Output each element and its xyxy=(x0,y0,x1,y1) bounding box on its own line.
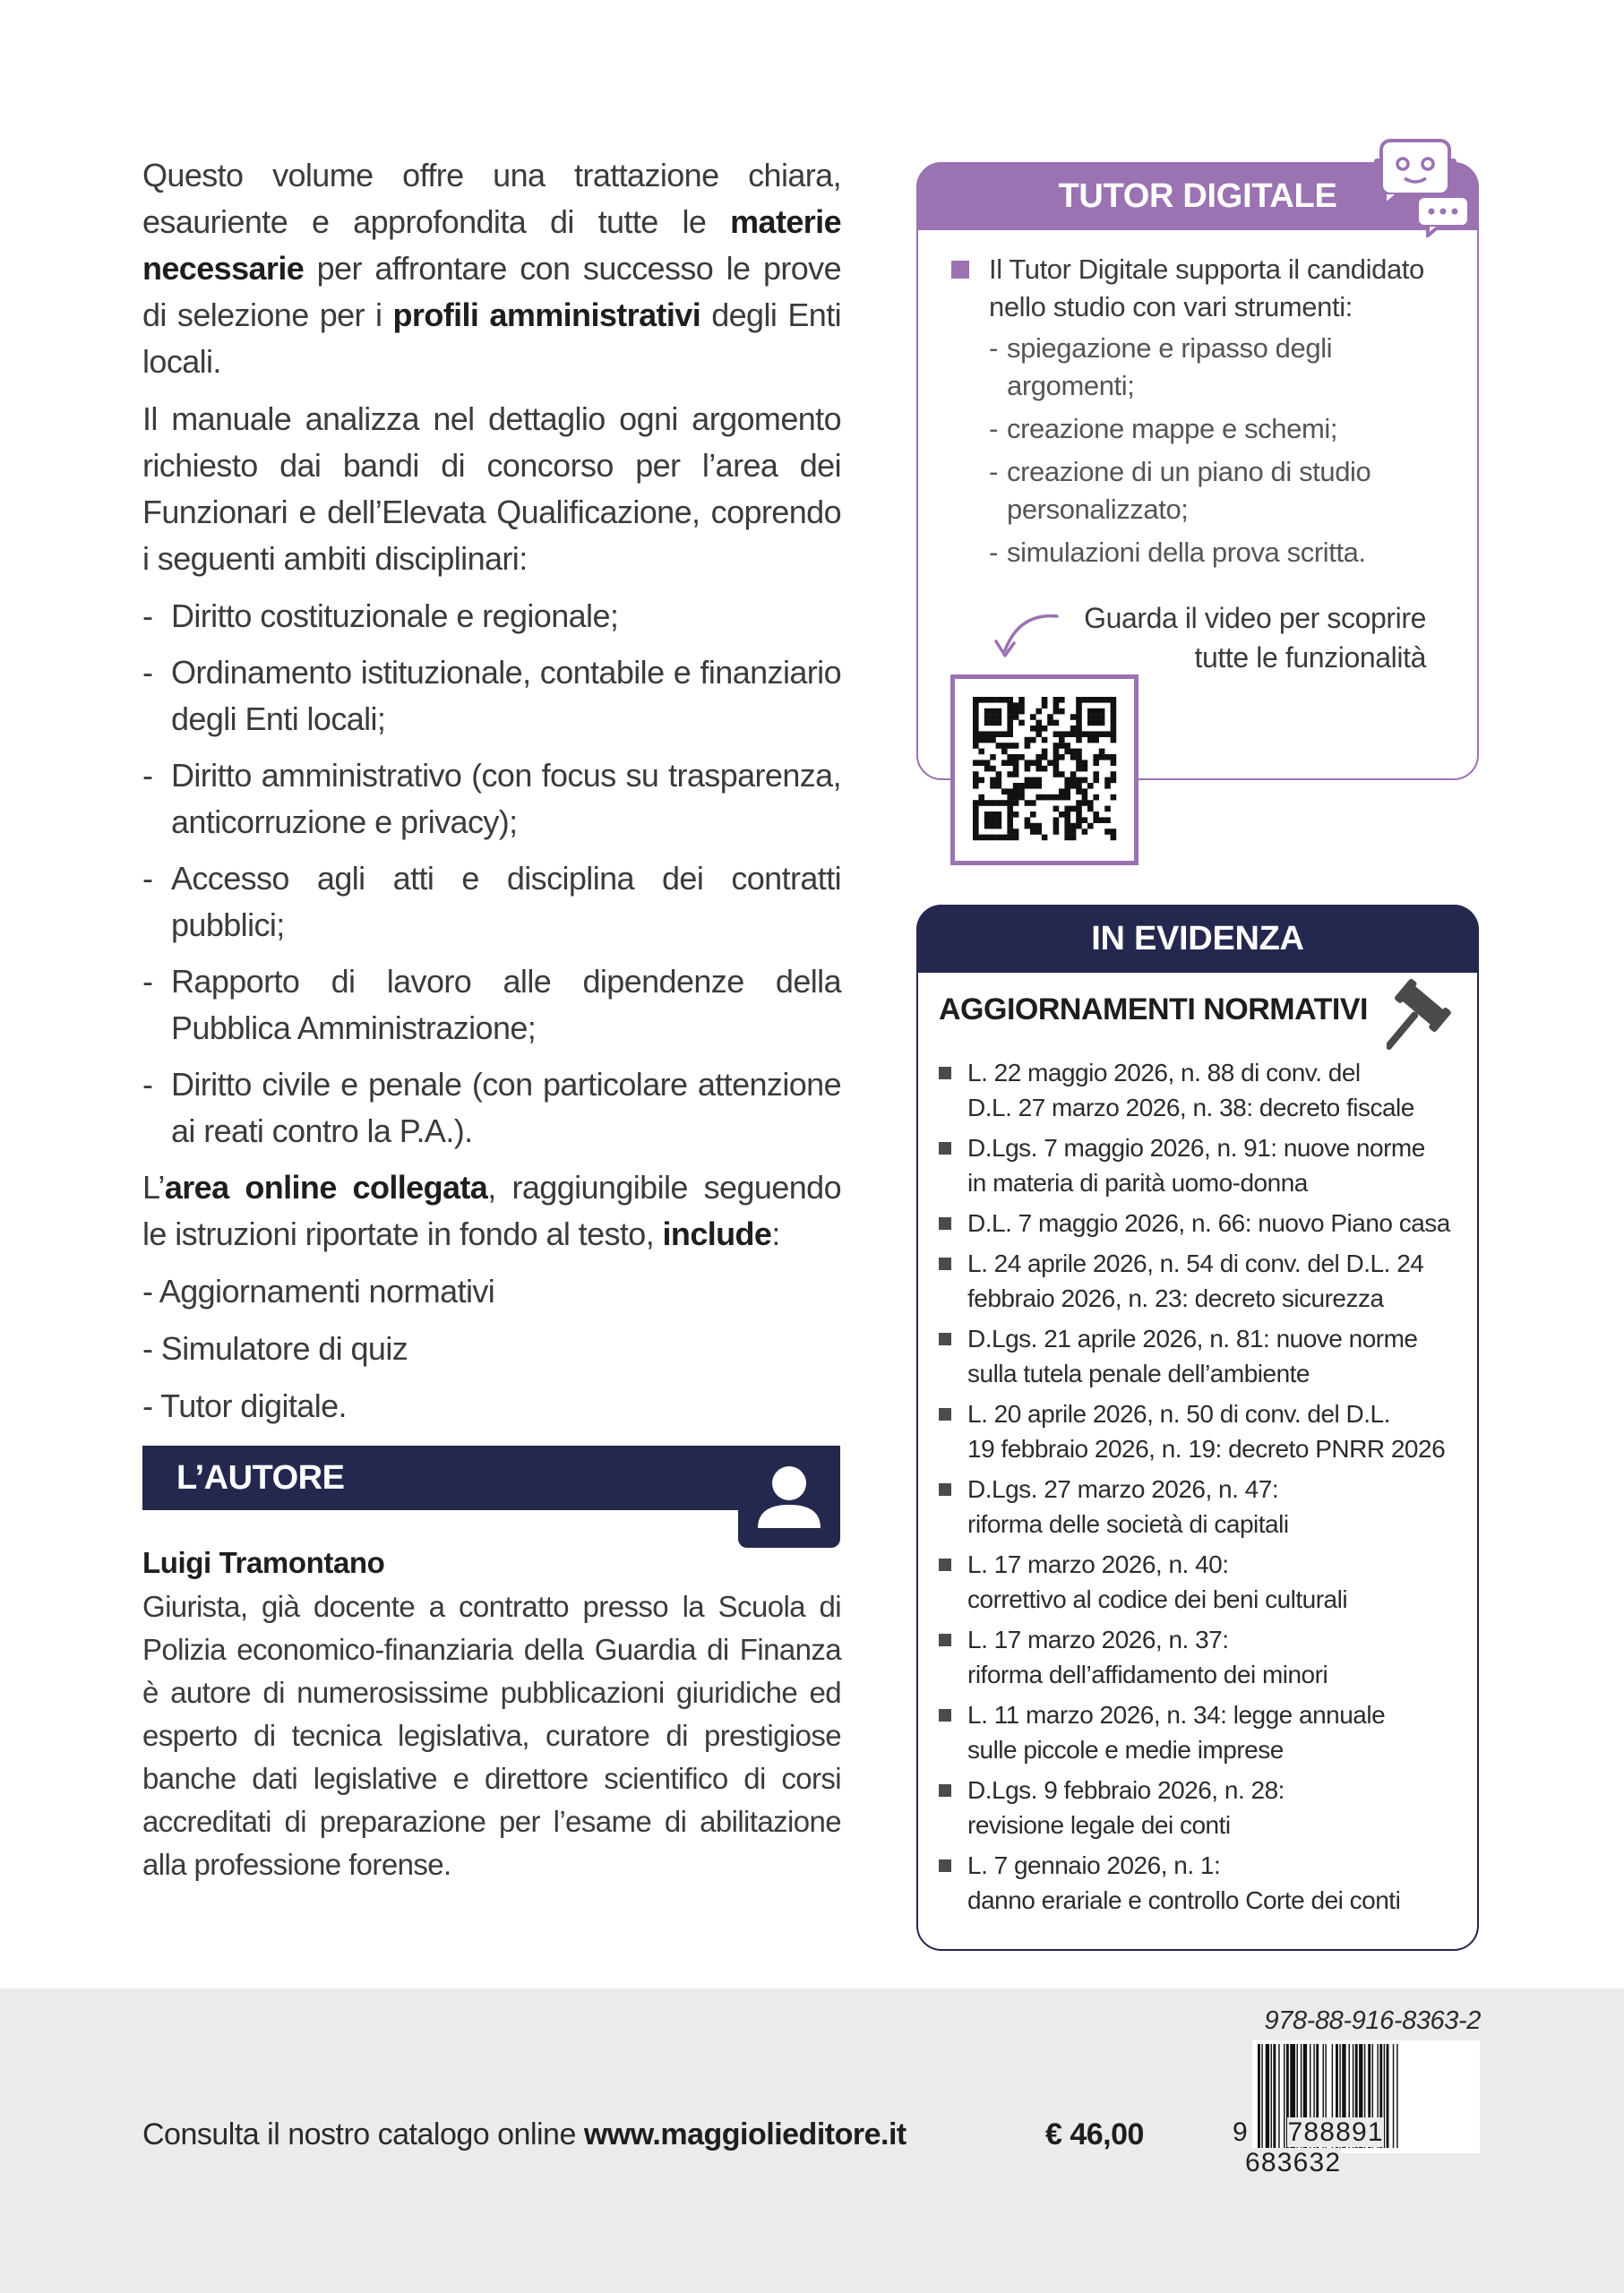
curved-arrow-icon xyxy=(992,609,1064,672)
normative-update-item xyxy=(939,1472,1467,1542)
normative-update-item xyxy=(939,1130,1467,1200)
normative-update-line-2: sulle piccole e medie imprese xyxy=(967,1736,1284,1764)
tutor-video-caption xyxy=(1030,598,1426,677)
qr-code[interactable] xyxy=(950,674,1139,865)
description-column xyxy=(142,152,841,1440)
normative-update-item xyxy=(939,1321,1467,1391)
normative-update-line-2: sulla tutela penale dell’ambiente xyxy=(967,1360,1310,1387)
author-bio: Giurista, già docente a contratto presso la Scuola di Polizia economico-finanziaria della Guardia di Finanza è autore di numerosissime pubblicazioni giuridiche ed esperto di tecnica legislativa, curatore di prestigiose banche dati legislative e direttore scientifico di corsi accreditati di preparazione per l’esame di abilitazione alla professione forense. xyxy=(142,1590,841,1881)
tutor-tool-item: - creazione di un piano di studio personalizzato; xyxy=(989,453,1453,528)
normative-updates-list xyxy=(939,1055,1467,1923)
normative-update-item xyxy=(939,1697,1467,1767)
evidenza-subtitle: AGGIORNAMENTI NORMATIVI xyxy=(939,992,1368,1026)
isbn-code: 978-88-916-8363-2 xyxy=(1264,2006,1481,2035)
normative-update-item xyxy=(939,1773,1467,1842)
subject-item: - Diritto civile e penale (con particolare attenzione ai reati contro la P.A.). xyxy=(142,1061,841,1155)
normative-update-line-2: D.L. 27 marzo 2026, n. 38: decreto fiscale xyxy=(967,1094,1414,1121)
online-feature-item: - Simulatore di quiz xyxy=(142,1330,408,1367)
barcode-digits-2: 788891 xyxy=(1287,2117,1384,2147)
normative-update-item xyxy=(939,1396,1467,1466)
subject-item: - Ordinamento istituzionale, contabile e finanziario degli Enti locali; xyxy=(142,649,841,743)
normative-update-item xyxy=(939,1246,1467,1316)
normative-update-line-1: D.Lgs. 7 maggio 2026, n. 91: nuove norme xyxy=(967,1134,1425,1162)
author-section-title: L’AUTORE xyxy=(176,1459,345,1497)
tutor-intro: Il Tutor Digitale supporta il candidato nello studio con vari strumenti: xyxy=(951,251,1453,326)
normative-update-line-2: correttivo al codice dei beni culturali xyxy=(967,1585,1348,1613)
tutor-title: TUTOR DIGITALE xyxy=(1058,177,1337,215)
barcode-digits xyxy=(1233,2117,1483,2178)
online-feature-item: - Aggiornamenti normativi xyxy=(142,1273,495,1310)
normative-update-line-1: L. 17 marzo 2026, n. 37: xyxy=(967,1626,1229,1653)
normative-update-line-1: D.Lgs. 27 marzo 2026, n. 47: xyxy=(967,1475,1279,1503)
tutor-tool-item: - creazione mappe e schemi; xyxy=(989,410,1453,448)
normative-update-item xyxy=(939,1622,1467,1692)
user-icon xyxy=(738,1446,840,1548)
normative-update-line-1: D.Lgs. 21 aprile 2026, n. 81: nuove norme xyxy=(967,1325,1418,1353)
intro-paragraph-2: Il manuale analizza nel dettaglio ogni argomento richiesto dai bandi di concorso per l’area dei Funzionari e dell’Elevata Qualificazione, coprendo i seguenti ambiti disciplinari: xyxy=(142,400,841,577)
subject-item: - Diritto amministrativo (con focus su trasparenza, anticorruzione e privacy); xyxy=(142,752,841,846)
normative-update-line-1: D.Lgs. 9 febbraio 2026, n. 28: xyxy=(967,1776,1285,1804)
tutor-tool-item: - spiegazione e ripasso degli argomenti; xyxy=(989,330,1453,405)
normative-update-line-1: L. 7 gennaio 2026, n. 1: xyxy=(967,1851,1221,1879)
normative-update-line-2: riforma dell’affidamento dei minori xyxy=(967,1661,1328,1688)
evidenza-title: IN EVIDENZA xyxy=(1091,920,1304,958)
normative-update-item xyxy=(939,1848,1467,1918)
normative-update-item xyxy=(939,1547,1467,1617)
barcode-digits-3: 683632 xyxy=(1245,2148,1342,2177)
normative-update-line-1: L. 20 aprile 2026, n. 50 di conv. del D.L. xyxy=(967,1400,1390,1428)
author-header-bar xyxy=(142,1446,838,1510)
normative-update-line-1: L. 11 marzo 2026, n. 34: legge annuale xyxy=(967,1701,1386,1729)
tutor-video-line-2: tutte le funzionalità xyxy=(1194,641,1426,674)
normative-update-line-2: revisione legale dei conti xyxy=(967,1811,1231,1839)
online-area-paragraph: L’area online collegata, raggiungibile seguendo le istruzioni riportate in fondo al testo, include: xyxy=(142,1169,841,1252)
robot-chat-icon xyxy=(1358,139,1473,237)
tutor-body xyxy=(951,251,1453,577)
catalog-line: Consulta il nostro catalogo online www.maggiolieditore.it xyxy=(142,2117,907,2151)
normative-update-line-1: L. 22 maggio 2026, n. 88 di conv. del xyxy=(967,1059,1361,1086)
normative-update-line-1: L. 24 aprile 2026, n. 54 di conv. del D.L. 24 xyxy=(967,1250,1424,1277)
normative-update-line-1: D.L. 7 maggio 2026, n. 66: nuovo Piano casa xyxy=(967,1209,1450,1237)
normative-update-line-2: riforma delle società di capitali xyxy=(967,1510,1289,1538)
catalog-link[interactable]: www.maggiolieditore.it xyxy=(583,2117,907,2151)
normative-update-item xyxy=(939,1206,1467,1241)
online-features-list xyxy=(142,1268,841,1430)
tutor-tool-item: - simulazioni della prova scritta. xyxy=(989,534,1453,571)
tutor-tools-list xyxy=(951,330,1453,571)
subject-item: - Accesso agli atti e disciplina dei contratti pubblici; xyxy=(142,855,841,949)
online-feature-item: - Tutor digitale. xyxy=(142,1387,347,1424)
gavel-icon xyxy=(1387,978,1467,1053)
subjects-list xyxy=(142,593,841,1155)
normative-update-line-1: L. 17 marzo 2026, n. 40: xyxy=(967,1550,1229,1578)
author-name: Luigi Tramontano xyxy=(142,1546,385,1579)
normative-update-line-2: in materia di parità uomo-donna xyxy=(967,1169,1308,1197)
normative-update-line-2: danno erariale e controllo Corte dei conti xyxy=(967,1886,1401,1914)
normative-update-line-2: 19 febbraio 2026, n. 19: decreto PNRR 2026 xyxy=(967,1435,1446,1463)
tutor-video-line-1: Guarda il video per scoprire xyxy=(1084,602,1426,634)
normative-update-item xyxy=(939,1055,1467,1125)
barcode-digit-1: 9 xyxy=(1233,2117,1249,2147)
intro-paragraph-1: Questo volume offre una trattazione chiara, esauriente e approfondita di tutte le materie necessarie per affrontare con successo le prove di selezione per i profili amministrativi degli Enti locali. xyxy=(142,157,841,380)
subject-item: - Diritto costituzionale e regionale; xyxy=(142,593,841,640)
evidenza-header-bar xyxy=(916,905,1479,973)
subject-item: - Rapporto di lavoro alle dipendenze della Pubblica Amministrazione; xyxy=(142,958,841,1052)
price: € 46,00 xyxy=(1045,2117,1144,2151)
normative-update-line-2: febbraio 2026, n. 23: decreto sicurezza xyxy=(967,1284,1384,1312)
qr-code-icon xyxy=(955,679,1134,861)
